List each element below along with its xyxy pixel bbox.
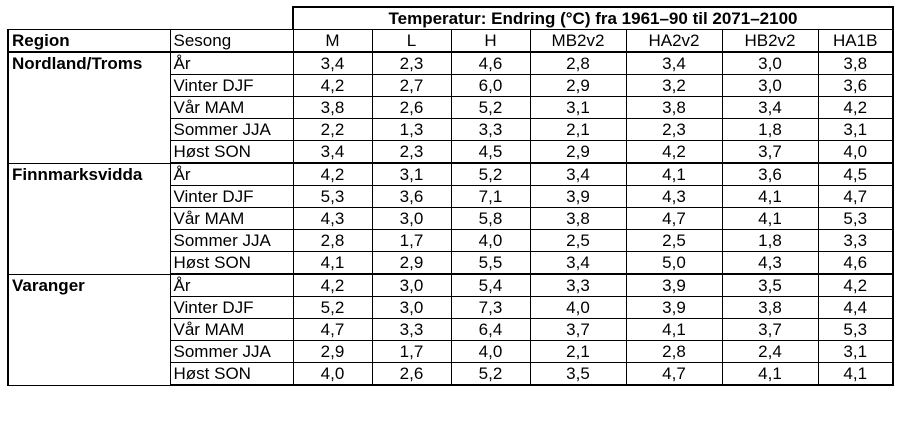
temperature-change-table <box>7 6 894 386</box>
season-cell: Høst SON <box>170 141 293 164</box>
value-cell: 3,9 <box>626 297 722 319</box>
value-cell: 4,1 <box>626 319 722 341</box>
value-cell: 3,1 <box>372 163 451 186</box>
season-cell: Vår MAM <box>170 208 293 230</box>
value-cell: 5,3 <box>818 319 893 341</box>
value-cell: 4,7 <box>293 319 372 341</box>
value-cell: 4,7 <box>818 186 893 208</box>
value-cell: 1,3 <box>372 119 451 141</box>
scenario-column-header: L <box>372 30 451 53</box>
value-cell: 4,1 <box>293 252 372 275</box>
season-cell: Sommer JJA <box>170 341 293 363</box>
super-header-row <box>8 7 893 30</box>
table-row <box>8 163 893 186</box>
value-cell: 7,3 <box>451 297 530 319</box>
value-cell: 2,3 <box>372 141 451 164</box>
value-cell: 2,1 <box>530 119 626 141</box>
scenario-column-header: MB2v2 <box>530 30 626 53</box>
value-cell: 1,8 <box>722 230 818 252</box>
value-cell: 3,0 <box>372 297 451 319</box>
season-cell: Vinter DJF <box>170 297 293 319</box>
value-cell: 2,9 <box>530 141 626 164</box>
table-body <box>8 52 893 385</box>
value-cell: 3,1 <box>818 119 893 141</box>
scenario-column-header: HA2v2 <box>626 30 722 53</box>
value-cell: 3,7 <box>722 319 818 341</box>
value-cell: 3,6 <box>372 186 451 208</box>
season-column-header: Sesong <box>170 30 293 53</box>
value-cell: 4,2 <box>293 75 372 97</box>
value-cell: 4,1 <box>626 163 722 186</box>
table-row <box>8 274 893 297</box>
value-cell: 4,5 <box>451 141 530 164</box>
value-cell: 4,3 <box>626 186 722 208</box>
value-cell: 2,8 <box>626 341 722 363</box>
value-cell: 3,8 <box>530 208 626 230</box>
value-cell: 3,5 <box>530 363 626 386</box>
value-cell: 3,8 <box>626 97 722 119</box>
value-cell: 4,0 <box>293 363 372 386</box>
value-cell: 3,3 <box>451 119 530 141</box>
value-cell: 5,2 <box>293 297 372 319</box>
value-cell: 2,9 <box>293 341 372 363</box>
value-cell: 3,9 <box>626 274 722 297</box>
season-cell: År <box>170 274 293 297</box>
blank-corner <box>8 7 293 30</box>
value-cell: 6,0 <box>451 75 530 97</box>
value-cell: 2,7 <box>372 75 451 97</box>
region-cell: Nordland/Troms <box>8 52 170 163</box>
value-cell: 3,7 <box>722 141 818 164</box>
value-cell: 4,1 <box>722 208 818 230</box>
value-cell: 2,6 <box>372 97 451 119</box>
value-cell: 4,4 <box>818 297 893 319</box>
value-cell: 4,7 <box>626 363 722 386</box>
value-cell: 6,4 <box>451 319 530 341</box>
value-cell: 2,8 <box>530 52 626 75</box>
value-cell: 3,6 <box>818 75 893 97</box>
scenario-column-header: M <box>293 30 372 53</box>
value-cell: 4,5 <box>818 163 893 186</box>
value-cell: 4,6 <box>818 252 893 275</box>
super-header: Temperatur: Endring (°C) fra 1961–90 til 2071–2100 <box>293 7 893 30</box>
season-cell: Høst SON <box>170 252 293 275</box>
value-cell: 4,3 <box>722 252 818 275</box>
value-cell: 2,5 <box>626 230 722 252</box>
region-column-header: Region <box>8 30 170 53</box>
season-cell: Høst SON <box>170 363 293 386</box>
value-cell: 2,4 <box>722 341 818 363</box>
value-cell: 4,1 <box>722 363 818 386</box>
scenario-column-header: HB2v2 <box>722 30 818 53</box>
region-cell: Varanger <box>8 274 170 385</box>
value-cell: 3,4 <box>530 252 626 275</box>
value-cell: 1,8 <box>722 119 818 141</box>
value-cell: 2,8 <box>293 230 372 252</box>
value-cell: 4,2 <box>626 141 722 164</box>
value-cell: 3,9 <box>530 186 626 208</box>
value-cell: 3,6 <box>722 163 818 186</box>
value-cell: 3,0 <box>722 75 818 97</box>
value-cell: 4,2 <box>818 274 893 297</box>
value-cell: 4,0 <box>530 297 626 319</box>
value-cell: 2,9 <box>372 252 451 275</box>
value-cell: 3,8 <box>722 297 818 319</box>
value-cell: 4,2 <box>818 97 893 119</box>
season-cell: Vår MAM <box>170 97 293 119</box>
value-cell: 3,0 <box>372 274 451 297</box>
season-cell: Vår MAM <box>170 319 293 341</box>
value-cell: 2,6 <box>372 363 451 386</box>
value-cell: 5,2 <box>451 163 530 186</box>
value-cell: 2,9 <box>530 75 626 97</box>
value-cell: 2,3 <box>372 52 451 75</box>
value-cell: 5,2 <box>451 363 530 386</box>
value-cell: 3,4 <box>293 52 372 75</box>
value-cell: 3,4 <box>530 163 626 186</box>
scenario-column-header: HA1B <box>818 30 893 53</box>
value-cell: 5,5 <box>451 252 530 275</box>
value-cell: 5,4 <box>451 274 530 297</box>
value-cell: 4,0 <box>451 230 530 252</box>
value-cell: 4,3 <box>293 208 372 230</box>
value-cell: 5,8 <box>451 208 530 230</box>
season-cell: År <box>170 52 293 75</box>
value-cell: 3,0 <box>372 208 451 230</box>
season-cell: Vinter DJF <box>170 75 293 97</box>
value-cell: 4,1 <box>818 363 893 386</box>
region-cell: Finnmarksvidda <box>8 163 170 274</box>
value-cell: 3,4 <box>626 52 722 75</box>
column-header-row <box>8 30 893 53</box>
season-cell: Vinter DJF <box>170 186 293 208</box>
value-cell: 3,8 <box>818 52 893 75</box>
value-cell: 3,8 <box>293 97 372 119</box>
value-cell: 3,4 <box>722 97 818 119</box>
value-cell: 2,1 <box>530 341 626 363</box>
value-cell: 3,3 <box>818 230 893 252</box>
value-cell: 3,1 <box>530 97 626 119</box>
value-cell: 3,1 <box>818 341 893 363</box>
value-cell: 3,3 <box>530 274 626 297</box>
value-cell: 1,7 <box>372 341 451 363</box>
value-cell: 4,2 <box>293 274 372 297</box>
value-cell: 5,0 <box>626 252 722 275</box>
value-cell: 4,0 <box>818 141 893 164</box>
value-cell: 3,3 <box>372 319 451 341</box>
value-cell: 3,4 <box>293 141 372 164</box>
table-row <box>8 52 893 75</box>
value-cell: 4,6 <box>451 52 530 75</box>
value-cell: 7,1 <box>451 186 530 208</box>
value-cell: 3,0 <box>722 52 818 75</box>
value-cell: 4,7 <box>626 208 722 230</box>
season-cell: Sommer JJA <box>170 230 293 252</box>
value-cell: 5,3 <box>818 208 893 230</box>
value-cell: 4,1 <box>722 186 818 208</box>
value-cell: 4,0 <box>451 341 530 363</box>
value-cell: 3,5 <box>722 274 818 297</box>
scenario-column-header: H <box>451 30 530 53</box>
value-cell: 5,3 <box>293 186 372 208</box>
value-cell: 3,7 <box>530 319 626 341</box>
value-cell: 2,5 <box>530 230 626 252</box>
value-cell: 2,2 <box>293 119 372 141</box>
season-cell: År <box>170 163 293 186</box>
season-cell: Sommer JJA <box>170 119 293 141</box>
value-cell: 3,2 <box>626 75 722 97</box>
value-cell: 2,3 <box>626 119 722 141</box>
value-cell: 1,7 <box>372 230 451 252</box>
value-cell: 5,2 <box>451 97 530 119</box>
value-cell: 4,2 <box>293 163 372 186</box>
